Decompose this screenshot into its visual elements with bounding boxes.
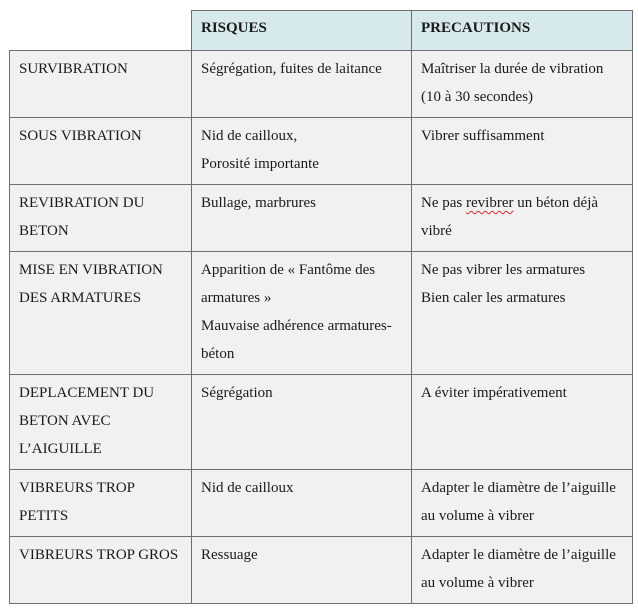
table-row (10, 51, 633, 118)
table-row (10, 252, 633, 375)
spellcheck-underlined-word: revibrer (466, 195, 514, 211)
precautions-cell (412, 470, 633, 537)
precautions-cell (412, 185, 633, 252)
row-label: DEPLACEMENT DU BETON AVEC L’AIGUILLE (10, 375, 192, 470)
row-label: SOUS VIBRATION (10, 118, 192, 185)
risques-cell (192, 470, 412, 537)
precautions-text-after: un béton déjà vibré (421, 195, 599, 239)
row-label: VIBREURS TROP GROS (10, 537, 192, 604)
risques-text: Apparition de « Fantôme des armatures » (201, 262, 376, 306)
precautions-cell (412, 252, 633, 375)
header-risques: RISQUES (192, 11, 412, 51)
row-label: VIBREURS TROP PETITS (10, 470, 192, 537)
precautions-text: Bien caler les armatures (421, 290, 566, 306)
risques-cell (192, 537, 412, 604)
table-row (10, 470, 633, 537)
table-row (10, 537, 633, 604)
row-label: REVIBRATION DU BETON (10, 185, 192, 252)
risques-text: Ressuage (201, 547, 258, 563)
risques-cell (192, 185, 412, 252)
row-label: SURVIBRATION (10, 51, 192, 118)
table-header-row (10, 11, 633, 51)
risques-text: Bullage, marbrures (201, 195, 316, 211)
risques-cell (192, 252, 412, 375)
risques-cell (192, 51, 412, 118)
precautions-text: Adapter le diamètre de l’aiguille au volume à vibrer (421, 547, 616, 591)
precautions-cell (412, 51, 633, 118)
risques-text: Nid de cailloux, (201, 128, 298, 144)
precautions-text-before: Ne pas (421, 195, 466, 211)
table-row (10, 118, 633, 185)
row-label: MISE EN VIBRATION DES ARMATURES (10, 252, 192, 375)
risques-text: Mauvaise adhérence armatures-béton (201, 318, 392, 362)
precautions-text: Ne pas vibrer les armatures (421, 262, 586, 278)
risques-text: Ségrégation (201, 385, 273, 401)
precautions-cell (412, 375, 633, 470)
risques-text: Nid de cailloux (201, 480, 294, 496)
risques-text: Ségrégation, fuites de laitance (201, 61, 382, 77)
vibration-risks-table (9, 10, 633, 604)
precautions-text: Adapter le diamètre de l’aiguille au volume à vibrer (421, 480, 616, 524)
precautions-text: A éviter impérativement (421, 385, 567, 401)
risques-cell (192, 118, 412, 185)
table-row (10, 375, 633, 470)
precautions-cell (412, 118, 633, 185)
precautions-cell (412, 537, 633, 604)
risques-text: Porosité importante (201, 156, 319, 172)
header-precautions: PRECAUTIONS (412, 11, 633, 51)
table-row (10, 185, 633, 252)
precautions-text: Maîtriser la durée de vibration (10 à 30 secondes) (421, 61, 604, 105)
header-empty-cell (10, 11, 192, 51)
precautions-text: Vibrer suffisamment (421, 128, 545, 144)
risques-cell (192, 375, 412, 470)
